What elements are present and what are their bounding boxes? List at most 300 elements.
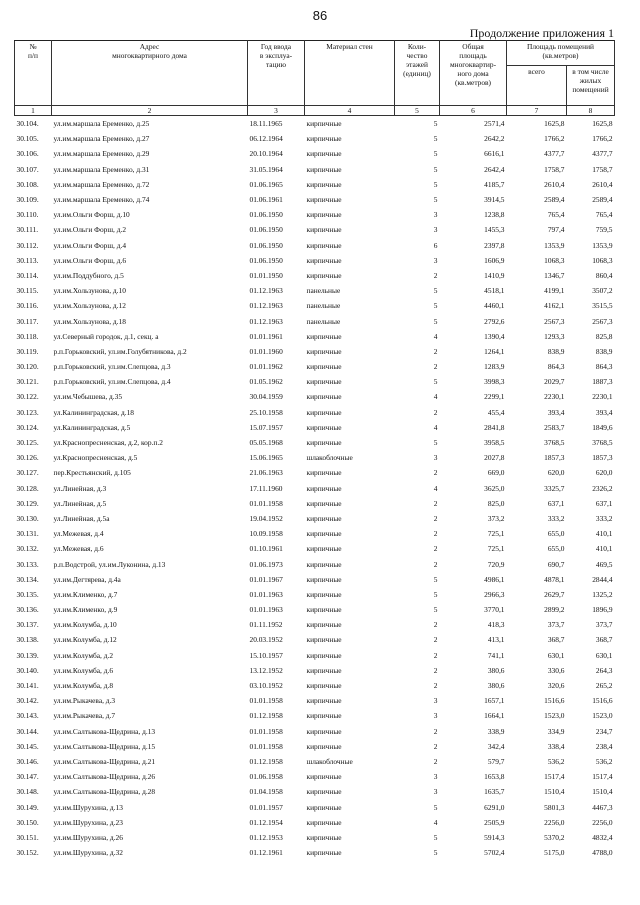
- commission-date: 01.01.1958: [249, 726, 283, 736]
- commission-date: 05.05.1968: [249, 438, 283, 448]
- wall-material: кирпичные: [306, 574, 342, 584]
- total-area: 2397,8: [484, 240, 505, 250]
- row-number: 30.116.: [16, 301, 39, 311]
- wall-material: кирпичные: [306, 787, 342, 797]
- premises-area-residential: 2844,4: [592, 574, 613, 584]
- floor-count: 2: [433, 650, 438, 660]
- floor-count: 2: [433, 468, 438, 478]
- premises-area-residential: 3515,5: [592, 301, 613, 311]
- column-number: 1: [15, 106, 52, 116]
- address: ул.им.Хользунова, д.18: [53, 316, 126, 326]
- column-number: 6: [440, 106, 507, 116]
- premises-area-all: 2029,7: [544, 377, 565, 387]
- premises-area-all: 4377,7: [544, 149, 565, 159]
- premises-area-residential: 1353,9: [592, 240, 613, 250]
- floor-count: 2: [433, 346, 438, 356]
- row-number: 30.117.: [16, 316, 39, 326]
- row-number: 30.111.: [16, 225, 39, 235]
- wall-material: кирпичные: [306, 544, 342, 554]
- floor-count: 3: [433, 255, 438, 265]
- total-area: 741,1: [487, 650, 505, 660]
- premises-area-all: 333,2: [547, 513, 565, 523]
- row-number: 30.145.: [16, 741, 39, 751]
- address: р.п.Водстрой, ул.им.Луконина, д.13: [53, 559, 166, 569]
- address: ул.им.Хользунова, д.12: [53, 301, 126, 311]
- total-area: 418,3: [487, 620, 505, 630]
- premises-area-residential: 1517,4: [592, 772, 613, 782]
- premises-area-all: 1346,7: [544, 270, 565, 280]
- total-area: 2642,2: [484, 134, 505, 144]
- floor-count: 5: [433, 316, 438, 326]
- premises-area-residential: 759,5: [595, 225, 613, 235]
- commission-date: 01.06.1965: [249, 179, 283, 189]
- commission-date: 20.03.1952: [249, 635, 283, 645]
- row-number: 30.130.: [16, 513, 39, 523]
- wall-material: кирпичные: [306, 650, 342, 660]
- row-number: 30.134.: [16, 574, 39, 584]
- premises-area-residential: 860,4: [595, 270, 613, 280]
- premises-area-all: 2899,2: [544, 605, 565, 615]
- premises-area-all: 797,4: [547, 225, 565, 235]
- table-row: [15, 283, 615, 298]
- row-number: 30.119.: [16, 346, 39, 356]
- table-row: [15, 146, 615, 161]
- table-row: [15, 253, 615, 268]
- premises-area-all: 338,4: [547, 741, 565, 751]
- address: ул.Краснопресненская, д.2, кор.п.2: [53, 438, 163, 448]
- row-number: 30.149.: [16, 802, 39, 812]
- premises-area-all: 2583,7: [544, 422, 565, 432]
- row-number: 30.112.: [16, 240, 39, 250]
- column-number: 8: [567, 106, 615, 116]
- table-row: [15, 207, 615, 222]
- floor-count: 3: [433, 696, 438, 706]
- address: ул.им.Салтыкова-Щедрина, д.21: [53, 756, 156, 766]
- wall-material: кирпичные: [306, 346, 342, 356]
- floor-count: 2: [433, 270, 438, 280]
- premises-area-residential: 1325,2: [592, 589, 613, 599]
- row-number: 30.152.: [16, 848, 39, 858]
- commission-date: 01.01.1962: [249, 362, 283, 372]
- floor-count: 2: [433, 620, 438, 630]
- premises-area-all: 2567,3: [544, 316, 565, 326]
- table-row: [15, 329, 615, 344]
- table-row: [15, 298, 615, 313]
- address: р.п.Горьковский, ул.им.Голубятникова, д.2: [53, 346, 187, 356]
- wall-material: кирпичные: [306, 832, 342, 842]
- wall-material: кирпичные: [306, 741, 342, 751]
- premises-area-residential: 410,1: [595, 544, 613, 554]
- premises-area-all: 655,0: [547, 544, 565, 554]
- commission-date: 17.11.1960: [249, 483, 283, 493]
- premises-area-residential: 2256,0: [592, 817, 613, 827]
- table-row: [15, 405, 615, 420]
- header-premises-area: Площадь помещений (кв.метров): [507, 41, 615, 66]
- total-area: 1606,9: [484, 255, 505, 265]
- floor-count: 6: [433, 240, 438, 250]
- total-area: 1664,1: [484, 711, 505, 721]
- wall-material: кирпичные: [306, 119, 342, 129]
- commission-date: 03.10.1952: [249, 681, 283, 691]
- address: ул.им.маршала Еременко, д.74: [53, 195, 150, 205]
- row-number: 30.138.: [16, 635, 39, 645]
- row-number: 30.120.: [16, 362, 39, 372]
- address: ул.им.Поддубного, д.5: [53, 270, 124, 280]
- commission-date: 01.01.1950: [249, 270, 283, 280]
- table-row: [15, 177, 615, 192]
- row-number: 30.144.: [16, 726, 39, 736]
- total-area: 1657,1: [484, 696, 505, 706]
- table-row: [15, 465, 615, 480]
- commission-date: 01.12.1961: [249, 848, 283, 858]
- address: ул.им.Хользунова, д.10: [53, 286, 126, 296]
- premises-area-residential: 1849,6: [592, 422, 613, 432]
- wall-material: кирпичные: [306, 407, 342, 417]
- premises-area-residential: 838,9: [595, 346, 613, 356]
- wall-material: кирпичные: [306, 711, 342, 721]
- address: ул.им.Колумба, д.2: [53, 650, 114, 660]
- premises-area-all: 2610,4: [544, 179, 565, 189]
- row-number: 30.133.: [16, 559, 39, 569]
- table-row: [15, 313, 615, 328]
- premises-area-all: 4162,1: [544, 301, 565, 311]
- address: ул.им.Клименко, д.9: [53, 605, 118, 615]
- row-number: 30.137.: [16, 620, 39, 630]
- premises-area-all: 1068,3: [544, 255, 565, 265]
- commission-date: 19.04.1952: [249, 513, 283, 523]
- premises-area-all: 1510,4: [544, 787, 565, 797]
- header-year: Год ввода в эксплуа- тацию: [248, 41, 305, 106]
- commission-date: 01.12.1958: [249, 756, 283, 766]
- floor-count: 3: [433, 787, 438, 797]
- wall-material: кирпичные: [306, 392, 342, 402]
- premises-area-residential: 765,4: [595, 210, 613, 220]
- commission-date: 01.05.1962: [249, 377, 283, 387]
- wall-material: кирпичные: [306, 149, 342, 159]
- floor-count: 2: [433, 665, 438, 675]
- commission-date: 06.12.1964: [249, 134, 283, 144]
- table-row: [15, 678, 615, 693]
- premises-area-residential: 4467,3: [592, 802, 613, 812]
- wall-material: кирпичные: [306, 620, 342, 630]
- commission-date: 01.06.1950: [249, 210, 283, 220]
- wall-material: шлакоблочные: [306, 756, 353, 766]
- total-area: 6291,0: [484, 802, 505, 812]
- header-address: Адрес многоквартирного дома: [52, 41, 248, 106]
- premises-area-all: 864,3: [547, 362, 565, 372]
- premises-area-residential: 1857,3: [592, 453, 613, 463]
- floor-count: 2: [433, 726, 438, 736]
- row-number: 30.139.: [16, 650, 39, 660]
- premises-area-all: 373,7: [547, 620, 565, 630]
- wall-material: кирпичные: [306, 179, 342, 189]
- address: р.п.Горьковский, ул.им.Слепцова, д.3: [53, 362, 171, 372]
- address: ул.им.маршала Еременко, д.72: [53, 179, 150, 189]
- floor-count: 5: [433, 149, 438, 159]
- table-row: [15, 481, 615, 496]
- premises-area-residential: 333,2: [595, 513, 613, 523]
- premises-area-all: 334,9: [547, 726, 565, 736]
- floor-count: 2: [433, 407, 438, 417]
- commission-date: 01.01.1963: [249, 589, 283, 599]
- commission-date: 01.01.1957: [249, 802, 283, 812]
- wall-material: кирпичные: [306, 589, 342, 599]
- premises-area-residential: 2326,2: [592, 483, 613, 493]
- premises-area-residential: 368,7: [595, 635, 613, 645]
- commission-date: 15.07.1957: [249, 422, 283, 432]
- premises-area-all: 2629,7: [544, 589, 565, 599]
- header-floors: Коли- чество этажей (единиц): [395, 41, 440, 106]
- total-area: 455,4: [487, 407, 505, 417]
- address: ул.им.Колумба, д.6: [53, 665, 114, 675]
- wall-material: кирпичные: [306, 635, 342, 645]
- premises-area-all: 838,9: [547, 346, 565, 356]
- premises-area-residential: 238,4: [595, 741, 613, 751]
- wall-material: кирпичные: [306, 134, 342, 144]
- row-number: 30.141.: [16, 681, 39, 691]
- wall-material: кирпичные: [306, 559, 342, 569]
- address: ул.им.Ольги Форш, д.6: [53, 255, 127, 265]
- wall-material: кирпичные: [306, 696, 342, 706]
- premises-area-all: 4199,1: [544, 286, 565, 296]
- header-material: Материал стен: [305, 41, 395, 106]
- premises-area-residential: 4788,0: [592, 848, 613, 858]
- header-premises-all: всего: [507, 66, 567, 106]
- row-number: 30.136.: [16, 605, 39, 615]
- row-number: 30.104.: [16, 119, 39, 129]
- commission-date: 15.06.1965: [249, 453, 283, 463]
- row-number: 30.110.: [16, 210, 39, 220]
- premises-area-residential: 4377,7: [592, 149, 613, 159]
- column-number: 3: [248, 106, 305, 116]
- row-number: 30.107.: [16, 164, 39, 174]
- total-area: 3914,5: [484, 195, 505, 205]
- address: ул.им.Салтыкова-Щедрина, д.28: [53, 787, 156, 797]
- table-row: [15, 162, 615, 177]
- table-row: [15, 830, 615, 845]
- row-number: 30.127.: [16, 468, 39, 478]
- table-row: [15, 708, 615, 723]
- premises-area-all: 3325,7: [544, 483, 565, 493]
- premises-area-residential: 536,2: [595, 756, 613, 766]
- table-row: [15, 663, 615, 678]
- row-number: 30.135.: [16, 589, 39, 599]
- floor-count: 5: [433, 134, 438, 144]
- premises-area-all: 620,0: [547, 468, 565, 478]
- total-area: 5702,4: [484, 848, 505, 858]
- wall-material: кирпичные: [306, 331, 342, 341]
- row-number: 30.140.: [16, 665, 39, 675]
- premises-area-all: 637,1: [547, 498, 565, 508]
- table-row: [15, 192, 615, 207]
- address: ул.им.Рыкачева, д.7: [53, 711, 116, 721]
- floor-count: 5: [433, 438, 438, 448]
- row-number: 30.148.: [16, 787, 39, 797]
- total-area: 338,9: [487, 726, 505, 736]
- address: ул.им.Клименко, д.7: [53, 589, 118, 599]
- floor-count: 3: [433, 711, 438, 721]
- wall-material: кирпичные: [306, 362, 342, 372]
- address: ул.Северный городок, д.1, секц. а: [53, 331, 159, 341]
- address: ул.им.маршала Еременко, д.31: [53, 164, 150, 174]
- premises-area-residential: 1523,0: [592, 711, 613, 721]
- total-area: 1635,7: [484, 787, 505, 797]
- table-row: [15, 389, 615, 404]
- wall-material: кирпичные: [306, 513, 342, 523]
- total-area: 3958,5: [484, 438, 505, 448]
- table-row: [15, 435, 615, 450]
- premises-area-all: 320,6: [547, 681, 565, 691]
- premises-area-all: 5175,0: [544, 848, 565, 858]
- total-area: 4986,1: [484, 574, 505, 584]
- table-row: [15, 587, 615, 602]
- commission-date: 01.01.1960: [249, 346, 283, 356]
- premises-area-all: 2256,0: [544, 817, 565, 827]
- floor-count: 2: [433, 756, 438, 766]
- row-number: 30.132.: [16, 544, 39, 554]
- address: ул.им.Ольги Форш, д.10: [53, 210, 130, 220]
- floor-count: 3: [433, 225, 438, 235]
- floor-count: 5: [433, 179, 438, 189]
- commission-date: 13.12.1952: [249, 665, 283, 675]
- row-number: 30.146.: [16, 756, 39, 766]
- premises-area-residential: 620,0: [595, 468, 613, 478]
- commission-date: 01.12.1958: [249, 711, 283, 721]
- commission-date: 01.12.1953: [249, 832, 283, 842]
- housing-table: [14, 40, 615, 860]
- floor-count: 5: [433, 195, 438, 205]
- floor-count: 5: [433, 848, 438, 858]
- premises-area-residential: 410,1: [595, 529, 613, 539]
- total-area: 6616,1: [484, 149, 505, 159]
- column-number: 4: [305, 106, 395, 116]
- row-number: 30.151.: [16, 832, 39, 842]
- premises-area-all: 3768,5: [544, 438, 565, 448]
- wall-material: кирпичные: [306, 210, 342, 220]
- commission-date: 01.12.1963: [249, 286, 283, 296]
- address: ул.им.Ольги Форш, д.4: [53, 240, 127, 250]
- total-area: 725,1: [487, 544, 505, 554]
- wall-material: кирпичные: [306, 817, 342, 827]
- premises-area-residential: 1766,2: [592, 134, 613, 144]
- table-row: [15, 739, 615, 754]
- table-row: [15, 116, 615, 132]
- premises-area-residential: 373,7: [595, 620, 613, 630]
- wall-material: панельные: [306, 316, 341, 326]
- address: ул.Калининградская, д.18: [53, 407, 134, 417]
- floor-count: 5: [433, 164, 438, 174]
- row-number: 30.109.: [16, 195, 39, 205]
- address: р.п.Горьковский, ул.им.Слепцова, д.4: [53, 377, 171, 387]
- commission-date: 01.01.1967: [249, 574, 283, 584]
- wall-material: панельные: [306, 301, 341, 311]
- wall-material: кирпичные: [306, 848, 342, 858]
- wall-material: кирпичные: [306, 468, 342, 478]
- address: пер.Крестьянский, д.105: [53, 468, 131, 478]
- address: ул.им.Салтыкова-Щедрина, д.26: [53, 772, 156, 782]
- commission-date: 01.01.1958: [249, 696, 283, 706]
- total-area: 669,0: [487, 468, 505, 478]
- table-row: [15, 131, 615, 146]
- wall-material: кирпичные: [306, 270, 342, 280]
- commission-date: 01.10.1961: [249, 544, 283, 554]
- premises-area-all: 1766,2: [544, 134, 565, 144]
- total-area: 825,0: [487, 498, 505, 508]
- floor-count: 5: [433, 301, 438, 311]
- address: ул.им.маршала Еременко, д.25: [53, 119, 150, 129]
- row-number: 30.113.: [16, 255, 39, 265]
- commission-date: 01.06.1950: [249, 225, 283, 235]
- table-row: [15, 602, 615, 617]
- address: ул.Краснопресненская, д.5: [53, 453, 138, 463]
- premises-area-all: 1516,6: [544, 696, 565, 706]
- table-row: [15, 238, 615, 253]
- table-row: [15, 799, 615, 814]
- total-area: 3998,3: [484, 377, 505, 387]
- total-area: 1390,4: [484, 331, 505, 341]
- premises-area-all: 1857,3: [544, 453, 565, 463]
- row-number: 30.123.: [16, 407, 39, 417]
- row-number: 30.118.: [16, 331, 39, 341]
- premises-area-residential: 825,8: [595, 331, 613, 341]
- premises-area-residential: 393,4: [595, 407, 613, 417]
- wall-material: кирпичные: [306, 255, 342, 265]
- address: ул.им.Шурухина, д.26: [53, 832, 123, 842]
- premises-area-all: 2230,1: [544, 392, 565, 402]
- floor-count: 2: [433, 513, 438, 523]
- table-row: [15, 724, 615, 739]
- commission-date: 10.09.1958: [249, 529, 283, 539]
- column-number: 2: [52, 106, 248, 116]
- premises-area-residential: 1887,3: [592, 377, 613, 387]
- premises-area-residential: 2230,1: [592, 392, 613, 402]
- table-row: [15, 496, 615, 511]
- table-row: [15, 617, 615, 632]
- total-area: 2299,1: [484, 392, 505, 402]
- total-area: 720,9: [487, 559, 505, 569]
- header-total-area: Общая площадь многоквартир- ного дома (кв.метров): [440, 41, 507, 106]
- row-number: 30.150.: [16, 817, 39, 827]
- address: ул.им.Ольги Форш, д.2: [53, 225, 127, 235]
- address: ул.Межевая, д.6: [53, 544, 104, 554]
- total-area: 4518,1: [484, 286, 505, 296]
- address: ул.им.Салтыкова-Щедрина, д.15: [53, 741, 156, 751]
- total-area: 373,2: [487, 513, 505, 523]
- commission-date: 01.12.1954: [249, 817, 283, 827]
- column-number: 5: [395, 106, 440, 116]
- header-num: № п/п: [15, 41, 52, 106]
- premises-area-all: 765,4: [547, 210, 565, 220]
- commission-date: 01.06.1958: [249, 772, 283, 782]
- premises-area-residential: 630,1: [595, 650, 613, 660]
- row-number: 30.114.: [16, 270, 39, 280]
- commission-date: 01.06.1961: [249, 195, 283, 205]
- premises-area-residential: 3768,5: [592, 438, 613, 448]
- floor-count: 3: [433, 772, 438, 782]
- premises-area-all: 368,7: [547, 635, 565, 645]
- premises-area-all: 536,2: [547, 756, 565, 766]
- floor-count: 2: [433, 362, 438, 372]
- commission-date: 25.10.1958: [249, 407, 283, 417]
- commission-date: 30.04.1959: [249, 392, 283, 402]
- wall-material: кирпичные: [306, 438, 342, 448]
- wall-material: кирпичные: [306, 377, 342, 387]
- premises-area-residential: 2610,4: [592, 179, 613, 189]
- total-area: 413,1: [487, 635, 505, 645]
- premises-area-all: 5801,3: [544, 802, 565, 812]
- wall-material: кирпичные: [306, 681, 342, 691]
- table-row: [15, 222, 615, 237]
